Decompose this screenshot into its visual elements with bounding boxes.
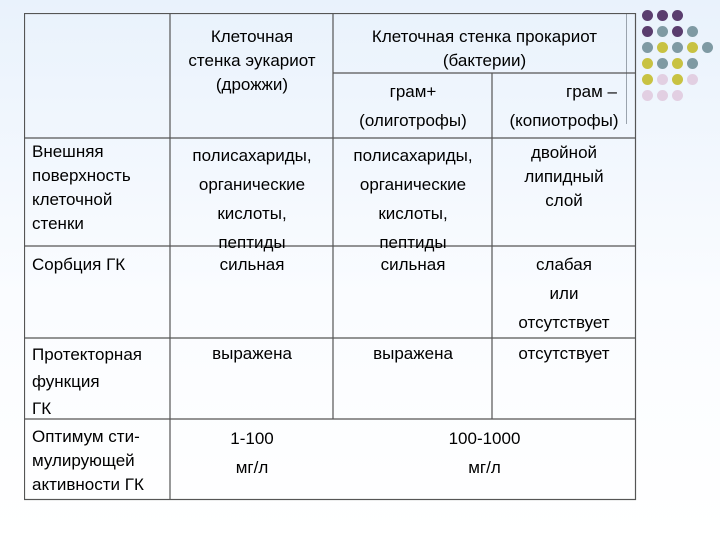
cell-outer-eukaryote: полисахариды, органические кислоты, пептиды (192, 146, 312, 252)
decorative-dots (640, 10, 720, 120)
decor-dot (687, 26, 698, 37)
decor-dot (702, 42, 713, 53)
cell-outer-gram-positive: полисахариды, органические кислоты, пептиды (353, 146, 473, 252)
cell-optimum-prokaryote: 100-1000 мг/л (448, 429, 521, 477)
decor-dot (657, 90, 668, 101)
cell-protective-eukaryote: выражена (212, 344, 292, 363)
decor-dot (687, 74, 698, 85)
cell-optimum-eukaryote: 1-100 мг/л (230, 429, 274, 477)
decor-dot (657, 10, 668, 21)
row-label-outer-surface: Внешняя поверхность клеточной стенки (32, 142, 131, 233)
decor-dot (687, 58, 698, 69)
decor-dot (672, 42, 683, 53)
cell-protective-gram-positive: выражена (373, 344, 453, 363)
decor-dot (687, 42, 698, 53)
row-label-sorption: Сорбция ГК (32, 255, 126, 274)
decor-dot (672, 10, 683, 21)
header-prokaryote: Клеточная стенка прокариот (бактерии) (371, 27, 598, 70)
header-eukaryote: Клеточная стенка эукариот (дрожжи) (188, 27, 316, 94)
decor-dot (672, 26, 683, 37)
decor-dot (672, 74, 683, 85)
cell-sorption-gram-negative: слабая или отсутствует (518, 255, 610, 332)
row-label-optimum: Оптимум сти- мулирующей активности ГК (32, 427, 144, 494)
decor-dot (657, 26, 668, 37)
cell-protective-gram-negative: отсутствует (518, 344, 610, 363)
decor-dot (672, 90, 683, 101)
row-label-protective: Протекторная функция ГК (32, 345, 142, 418)
decor-dot (657, 74, 668, 85)
cell-outer-gram-negative: двойной липидный слой (524, 143, 604, 210)
decor-dot (657, 42, 668, 53)
decor-dot (672, 58, 683, 69)
decor-dot (657, 58, 668, 69)
cell-sorption-eukaryote: сильная (219, 255, 285, 274)
header-gram-positive: грам+ (олиготрофы) (359, 82, 467, 130)
cell-sorption-gram-positive: сильная (380, 255, 446, 274)
header-gram-negative: грам – (копиотрофы) (509, 82, 619, 130)
